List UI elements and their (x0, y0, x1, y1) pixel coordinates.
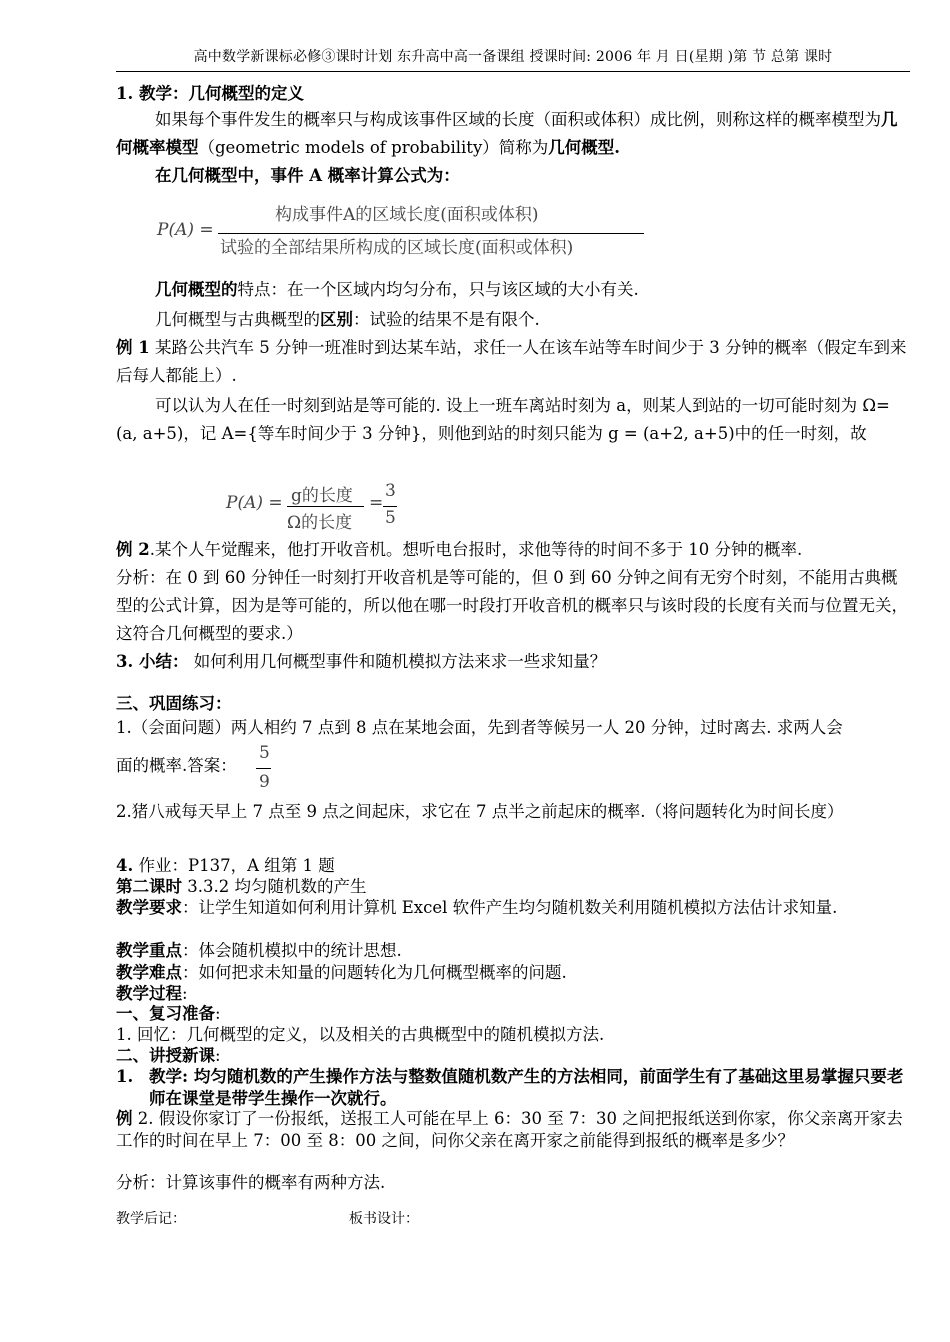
example-2-text: .某个人午觉醒来，他打开收音机。想听电台报时，求他等待的时间不多于 10 分钟的概率. (149, 540, 803, 559)
example-3-analysis: 分析：计算该事件的概率有两种方法. (116, 1173, 386, 1192)
footer-board-design: 板书设计： (349, 1211, 419, 1227)
diff-text: 几何概型与古典概型的 (155, 310, 320, 329)
example-1-text: 某路公共汽车 5 分钟一班准时到达某车站，求任一人在该车站等车时间少于 3 分钟的概率（假定车到来后每人都能上）. (116, 338, 907, 385)
practice-q2: 2.猪八戒每天早上 7 点至 9 点之间起床，求它在 7 点半之前起床的概率.（将问题转化为时间长度） (116, 802, 844, 821)
answer-numerator: 5 (259, 743, 270, 763)
requirements-text: ：让学生知道如何利用计算机 Excel 软件产生均匀随机数关利用随机模拟方法估计求知量. (182, 898, 838, 917)
definition-paragraph (116, 106, 910, 162)
teaching-focus (116, 940, 910, 962)
example-1 (116, 334, 910, 390)
review-colon: : (215, 1004, 221, 1023)
example-3-label: 例 (116, 1109, 133, 1128)
header-rule (116, 71, 910, 72)
homework (116, 855, 910, 877)
def-text: 如果每个事件发生的概率只与构成该事件区域的长度（面积或体积）成比例，则称这样的概率模型为 (155, 110, 881, 129)
formula-2-result-numerator: 3 (385, 481, 396, 501)
example-3-text: 2. 假设你家订了一份报纸，送报工人可能在早上 6：30 至 7：30 之间把报纸送到你家，你父亲离开家去工作的时间在早上 7：00 至 8：00 之间，问你父亲在离开家之前能得到报纸的概率是多少？ (116, 1109, 903, 1150)
def-text-2: （geometric models of probability）简称为 (198, 138, 549, 157)
def-bold: 几何概率模型 (116, 110, 898, 157)
diff-text-2: ：试验的结果不是有限个. (353, 310, 540, 329)
review-label: 一、复习准备 (116, 1004, 215, 1023)
process-colon: : (182, 984, 188, 1003)
page-header: 高中数学新课标必修③课时计划 东升高中高一备课组 授课时间: 2006 年 月 日(星期 )第 节 总第 课时 (193, 49, 833, 65)
diff-bold: 区别 (320, 310, 353, 329)
new-lesson-title (116, 1045, 910, 1067)
new-lesson-label: 二、讲授新课 (116, 1046, 215, 1065)
section-1-title: 1. 教学：几何概型的定义 (116, 84, 304, 103)
difference-paragraph (116, 306, 910, 334)
difficulty-label: 教学难点 (116, 963, 182, 982)
difficulty-text: ：如何把求未知量的问题转化为几何概型概率的问题. (182, 963, 567, 982)
summary-label: 3. 小结： (116, 652, 189, 671)
teaching-process (116, 983, 910, 1005)
focus-text: ：体会随机模拟中的统计思想. (182, 941, 402, 960)
formula-intro: 在几何概型中，事件 A 概率计算公式为： (155, 166, 460, 185)
example-1-label: 例 1 (116, 338, 150, 357)
example-3 (116, 1108, 910, 1152)
formula-2-equals: = (369, 493, 384, 513)
requirements-label: 教学要求 (116, 898, 182, 917)
features-paragraph (116, 276, 910, 304)
teaching-item-1 (116, 1066, 910, 1110)
summary-text: 如何利用几何概型事件和随机模拟方法来求一些求知量？ (188, 652, 607, 671)
focus-label: 教学重点 (116, 941, 182, 960)
lesson-2-title (116, 876, 910, 898)
teaching-requirements (116, 897, 910, 919)
features-text: 特点：在一个区域内均匀分布，只与该区域的大小有关. (237, 280, 639, 299)
practice-title: 三、巩固练习： (116, 694, 232, 713)
formula-2-denominator: Ω的长度 (287, 513, 353, 533)
answer-bar (256, 768, 271, 769)
process-label: 教学过程 (116, 984, 182, 1003)
def-bold-2: 几何概型 (548, 138, 615, 157)
footer-teaching-notes: 教学后记： (116, 1211, 186, 1227)
formula-1-numerator: 构成事件A的区域长度(面积或体积) (275, 205, 539, 225)
formula-2-result-denominator: 5 (385, 508, 396, 528)
homework-text: 作业：P137，A 组第 1 题 (133, 856, 335, 875)
teaching-item-1-number: 1. (116, 1067, 134, 1086)
teaching-item-1-text: 教学: 均匀随机数的产生操作方法与整数值随机数产生的方法相同，前面学生有了基础这里易掌握只要老师在课堂是带学生操作一次就行。 (149, 1067, 904, 1108)
practice-q1: 1.（会面问题）两人相约 7 点到 8 点在某地会面，先到者等候另一人 20 分钟，过时离去. 求两人会 (116, 718, 843, 737)
formula-2-numerator: g的长度 (291, 486, 353, 506)
example-2 (116, 536, 910, 564)
review-title (116, 1003, 910, 1025)
example-2-analysis: 分析：在 0 到 60 分钟任一时刻打开收音机是等可能的，但 0 到 60 分钟之间有无穷个时刻，不能用古典概型的公式计算，因为是等可能的，所以他在哪一时段打开收音机的概率只与该时段的长度有关而与位置无关，这符合几何概型的要求.） (116, 568, 908, 643)
example-1-solution: 可以认为人在任一时刻到站是等可能的. 设上一班车离站时刻为 a，则某人到站的一切可能时刻为 Ω= (a, a+5)，记 A={等车时间少于 3 分钟}，则他到站的时刻只能为 g = (a+2, a+5)中的任一时刻，故 (116, 396, 890, 443)
formula-1-lhs: P(A) = (157, 220, 214, 240)
homework-label: 4. (116, 856, 134, 875)
formula-2-result-bar (383, 506, 397, 507)
formula-2-lhs: P(A) = (226, 493, 283, 513)
formula-1-denominator: 试验的全部结果所构成的区域长度(面积或体积) (220, 238, 574, 258)
new-lesson-colon: : (215, 1046, 221, 1065)
teaching-difficulty (116, 962, 910, 984)
answer-denominator: 9 (259, 772, 270, 792)
review-item-1: 1. 回忆：几何概型的定义，以及相关的古典概型中的随机模拟方法. (116, 1025, 605, 1044)
lesson-2-text: 3.3.2 均匀随机数的产生 (182, 877, 367, 896)
formula-2-bar (287, 506, 364, 507)
practice-q1-answer-label: 面的概率.答案： (116, 756, 237, 775)
example-2-label: 例 2 (116, 540, 150, 559)
def-end: . (614, 138, 621, 157)
summary (116, 648, 910, 676)
lesson-2-label: 第二课时 (116, 877, 182, 896)
features-bold: 几何概型的 (155, 280, 238, 299)
